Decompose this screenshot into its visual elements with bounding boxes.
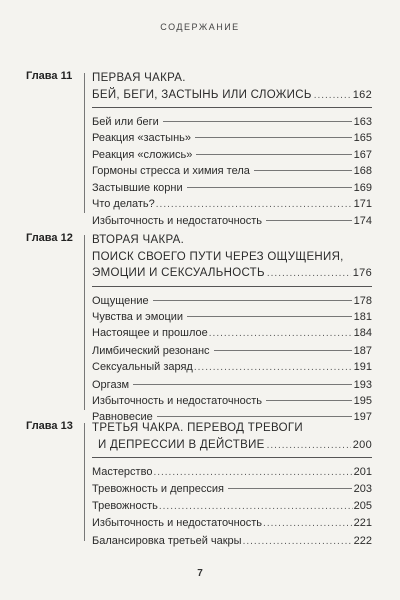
- chapter-title-line: БЕЙ, БЕГИ, ЗАСТЫНЬ ИЛИ СЛОЖИСЬ ..... 162: [92, 87, 372, 105]
- chapter-divider: [84, 73, 85, 213]
- chapter-page-number: 176: [352, 267, 372, 279]
- toc-entry: Оргазм 193: [92, 378, 372, 391]
- chapter-title-block: [92, 420, 372, 550]
- toc-entry: Балансировка третьей чакры ..... 222: [92, 533, 372, 550]
- chapter-title-line: ВТОРАЯ ЧАКРА.: [92, 234, 185, 246]
- chapter-title-block: [92, 232, 372, 426]
- toc-entry: Избыточность и недостаточность ..... 221: [92, 515, 372, 532]
- title-underline: [92, 107, 372, 108]
- toc-entry: Застывшие корни 169: [92, 181, 372, 194]
- chapter-number: Глава 13: [26, 420, 73, 432]
- title-underline: [92, 286, 372, 287]
- toc-entry: Реакция «застынь» 165: [92, 132, 372, 145]
- chapter-page-number: 162: [352, 88, 372, 101]
- chapter-divider: [84, 235, 85, 410]
- chapter-number: Глава 11: [26, 70, 73, 82]
- toc-entry: Тревожность и депрессия 203: [92, 483, 372, 496]
- chapter-title-line: ПЕРВАЯ ЧАКРА.: [92, 72, 186, 84]
- page-number: 7: [197, 568, 203, 579]
- toc-entry: Что делать? ..... 171: [92, 196, 372, 213]
- toc-entry: Тревожность ..... 205: [92, 498, 372, 515]
- title-underline: [92, 457, 372, 458]
- chapter-title-line: ПОИСК СВОЕГО ПУТИ ЧЕРЕЗ ОЩУЩЕНИЯ,: [92, 250, 344, 263]
- toc-entry: Гормоны стресса и химия тела 168: [92, 165, 372, 178]
- toc-entry: Чувства и эмоции 181: [92, 310, 372, 323]
- page-header: СОДЕРЖАНИЕ: [160, 22, 240, 32]
- chapter-title-line: И ДЕПРЕССИИ В ДЕЙСТВИЕ ..... 200: [92, 437, 372, 455]
- toc-entry: Лимбический резонанс 187: [92, 344, 372, 357]
- chapter-title-line: ТРЕТЬЯ ЧАКРА. ПЕРЕВОД ТРЕВОГИ: [92, 422, 303, 434]
- toc-entry: Ощущение 178: [92, 294, 372, 307]
- chapter-number: Глава 12: [26, 232, 73, 244]
- toc-entry: Равновесие 197: [92, 411, 372, 424]
- toc-entry: Мастерство ..... 201: [92, 464, 372, 481]
- toc-entry: Бей или беги 163: [92, 116, 372, 128]
- toc-entry: Настоящее и прошлое ..... 184: [92, 325, 372, 342]
- toc-entry: Избыточность и недостаточность 174: [92, 215, 372, 228]
- toc-entry: Реакция «сложись» 167: [92, 148, 372, 161]
- chapter-page-number: 200: [352, 438, 372, 451]
- toc-entry: Избыточность и недостаточность 195: [92, 394, 372, 407]
- toc-entry: Сексуальный заряд ..... 191: [92, 359, 372, 376]
- chapter-divider: [84, 423, 85, 541]
- chapter-title-line: ЭМОЦИИ И СЕКСУАЛЬНОСТЬ ..... 176: [92, 265, 372, 283]
- chapter-title-block: [92, 70, 372, 230]
